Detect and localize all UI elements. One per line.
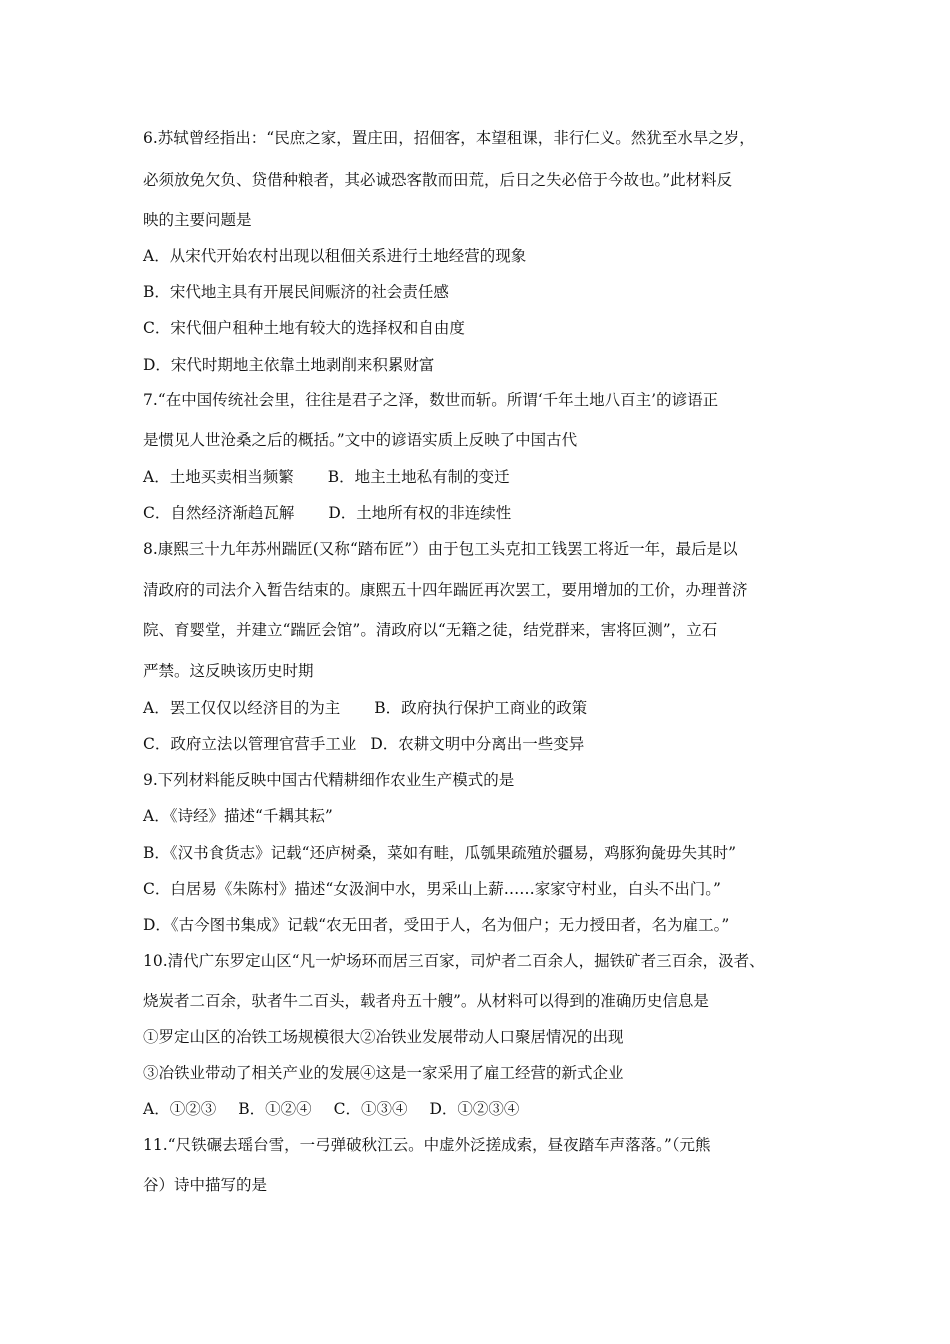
q10-stem-line-2: 烧炭者二百余，驮者牛二百头，载者舟五十艘”。从材料可以得到的准确历史信息是 <box>143 992 709 1010</box>
q8-options-row-1 <box>143 698 587 718</box>
q7-option-d: D．土地所有权的非连续性 <box>328 504 512 522</box>
q6-option-c: C．宋代佃户租种土地有较大的选择权和自由度 <box>143 319 465 337</box>
q7-option-a: A．土地买卖相当频繁 <box>143 468 294 486</box>
q10-stem-line-1: 10.清代广东罗定山区“凡一炉场环而居三百家，司炉者二百余人，掘铁矿者三百余，汲者、 <box>143 952 765 970</box>
q8-option-c: C．政府立法以管理官营手工业 <box>143 735 357 753</box>
q8-option-a: A．罢工仅仅以经济目的为主 <box>143 699 341 717</box>
q7-stem-line-1: 7.“在中国传统社会里，往往是君子之泽，数世而斩。所谓‘千年土地八百主’的谚语正 <box>143 391 719 409</box>
q6-option-d: D．宋代时期地主依靠土地剥削来积累财富 <box>143 356 435 374</box>
q10-option-d: D．①②③④ <box>429 1100 520 1118</box>
q9-option-c: C．白居易《朱陈村》描述“女汲涧中水，男采山上薪……家家守村业，白头不出门。” <box>143 880 721 898</box>
q7-stem-line-2: 是惯见人世沧桑之后的概括。”文中的谚语实质上反映了中国古代 <box>143 431 578 449</box>
q7-option-c: C．自然经济渐趋瓦解 <box>143 504 295 522</box>
q7-option-b: B．地主土地私有制的变迁 <box>327 468 510 486</box>
q8-options-row-2 <box>143 734 584 754</box>
q9-option-a: A．《诗经》描述“千耦其耘” <box>143 807 333 825</box>
q6-option-a: A．从宋代开始农村出现以租佃关系进行土地经营的现象 <box>143 247 527 265</box>
q8-option-d: D．农耕文明中分离出一些变异 <box>370 735 585 753</box>
q8-stem-line-2: 清政府的司法介入暂告结束的。康熙五十四年踹匠再次罢工，要用增加的工价，办理普济 <box>143 581 748 599</box>
q10-option-c: C．①③④ <box>333 1100 408 1118</box>
q10-statement-line-2: ③冶铁业带动了相关产业的发展④这是一家采用了雇工经营的新式企业 <box>143 1064 624 1082</box>
q6-stem-line-1: 6.苏轼曾经指出：“民庶之家，置庄田，招佃客，本望租课，非行仁义。然犹至水旱之岁， <box>143 129 755 147</box>
q10-option-b: B．①②④ <box>238 1100 312 1118</box>
q10-option-a: A．①②③ <box>143 1100 217 1118</box>
q9-option-d: D．《古今图书集成》记载“农无田者，受田于人，名为佃户；无力授田者，名为雇工。” <box>143 916 730 934</box>
q11-stem-line-1: 11.“尺铁碾去瑶台雪，一弓弹破秋江云。中虚外泛搓成索，昼夜踏车声落落。”（元熊 <box>143 1136 711 1154</box>
q8-stem-line-1: 8.康熙三十九年苏州踹匠(又称“踏布匠”）由于包工头克扣工钱罢工将近一年，最后是以 <box>143 540 738 558</box>
q10-options-row <box>143 1099 519 1119</box>
q7-options-row-2 <box>143 503 511 523</box>
q6-stem-line-2: 必须放免欠负、贷借种粮者，其必诚恐客散而田荒，后日之失必倍于今故也。”此材料反 <box>143 171 733 189</box>
q8-stem-line-4: 严禁。这反映该历史时期 <box>143 662 314 680</box>
q7-options-row-1 <box>143 467 510 487</box>
q9-option-b: B．《汉书食货志》记载“还庐树桑，菜如有畦，瓜瓠果疏殖於疆易，鸡豚狗彘毋失其时” <box>143 844 736 862</box>
q6-option-b: B．宋代地主具有开展民间赈济的社会责任感 <box>143 283 449 301</box>
q10-statement-line-1: ①罗定山区的冶铁工场规模很大②冶铁业发展带动人口聚居情况的出现 <box>143 1028 624 1046</box>
q8-stem-line-3: 院、育婴堂，并建立“踹匠会馆”。清政府以“无籍之徒，结党群来，害将叵测”，立石 <box>143 621 718 639</box>
q9-stem-line-1: 9.下列材料能反映中国古代精耕细作农业生产模式的是 <box>143 771 515 789</box>
q6-stem-line-3: 映的主要问题是 <box>143 211 252 229</box>
q8-option-b: B．政府执行保护工商业的政策 <box>374 699 588 717</box>
q11-stem-line-2: 谷）诗中描写的是 <box>143 1176 268 1194</box>
